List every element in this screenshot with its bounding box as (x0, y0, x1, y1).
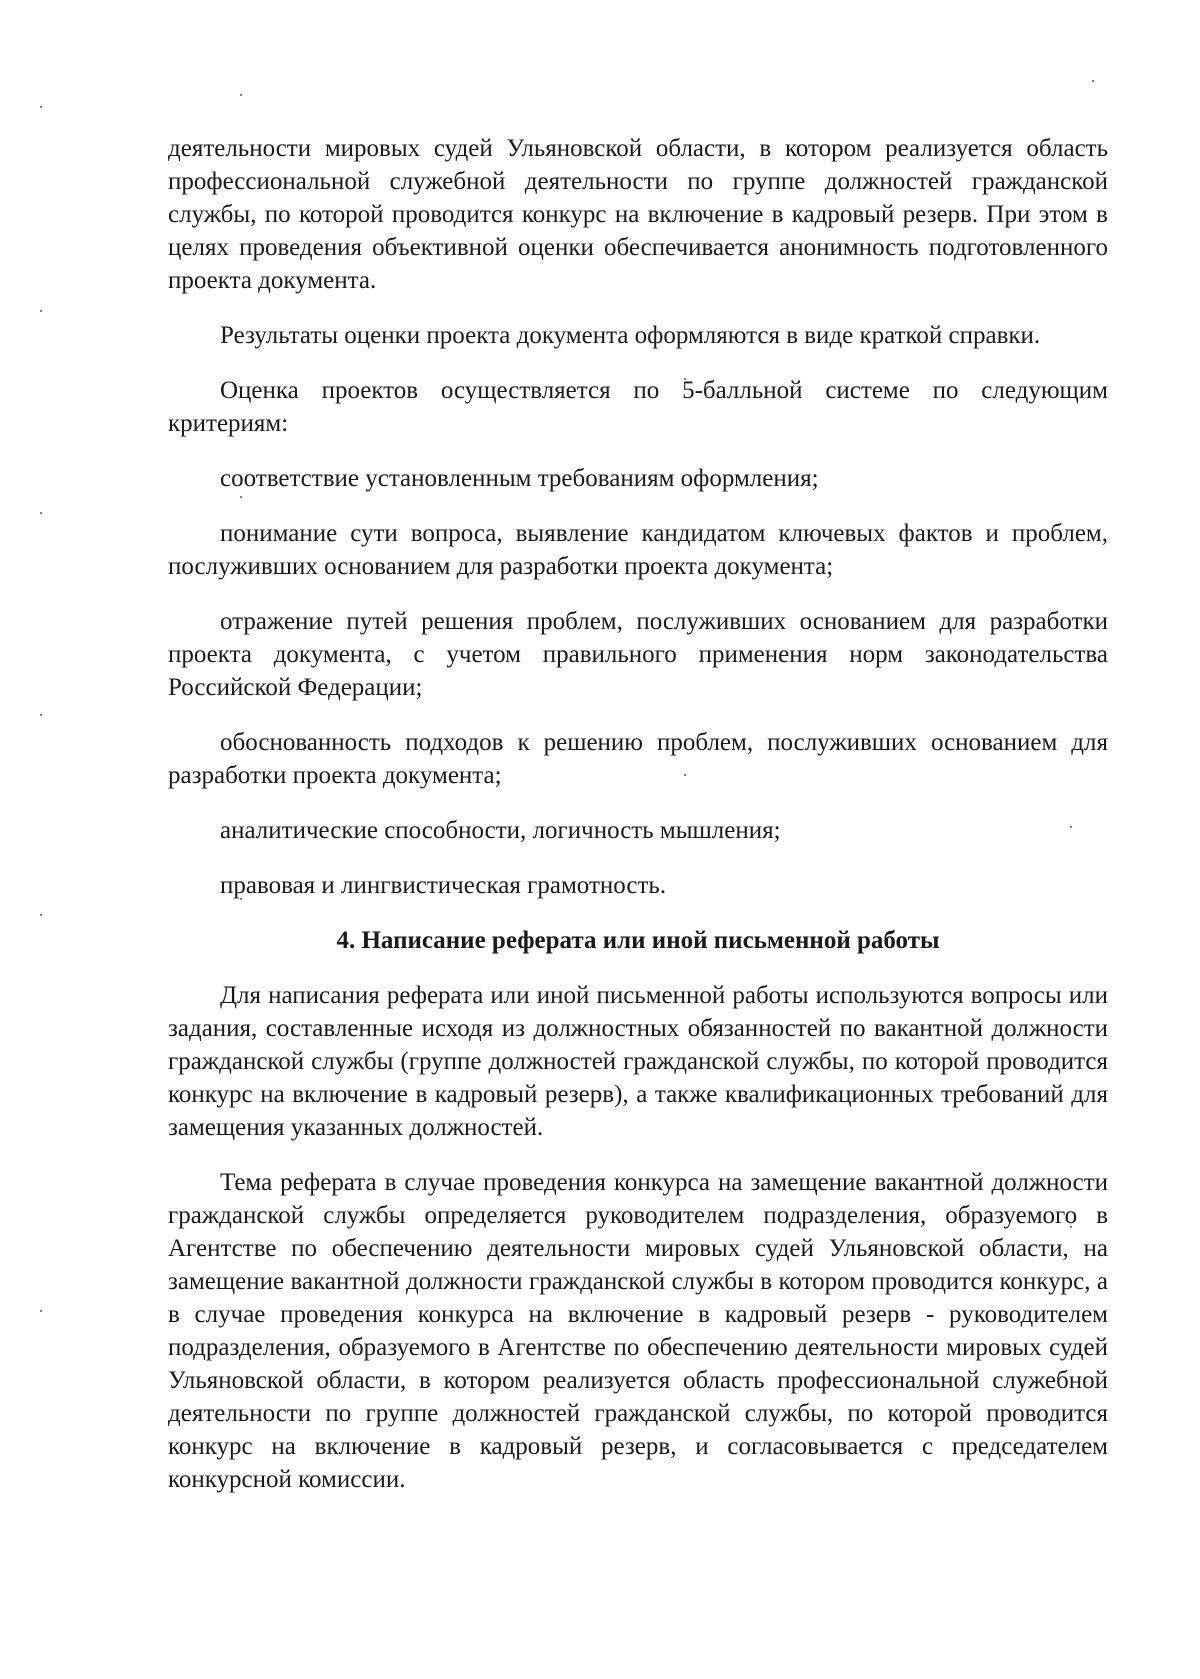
paragraph-essay-questions: Для написания реферата или иной письменной работы используются вопросы или задания, составленные исходя из должностных обязанностей по вакантной должности гражданской службы (группе должностей гражданской службы, по которой проводится конкурс на включение в кадровый резерв), а также квалификационных требований для замещения указанных должностей. (168, 982, 1108, 1141)
criterion-item: понимание сути вопроса, выявление кандидатом ключевых фактов и проблем, послуживших основанием для разработки проекта документа; (168, 520, 1108, 580)
scan-speck (40, 914, 42, 916)
criterion-item: правовая и лингвистическая грамотность. (220, 872, 667, 899)
criterion-item: соответствие установленным требованиям оформления; (220, 465, 819, 492)
scan-speck (40, 106, 42, 108)
criterion-item: отражение путей решения проблем, послуживших основанием для разработки проекта документа, с учетом правильного применения норм законодательства Российской Федерации; (168, 608, 1108, 701)
scan-speck (40, 310, 42, 312)
criterion-item: аналитические способности, логичность мышления; (220, 817, 781, 844)
paragraph-results: Результаты оценки проекта документа оформляются в виде краткой справки. (220, 322, 1041, 349)
scan-speck (40, 512, 42, 514)
paragraph-continuation: деятельности мировых судей Ульяновской области, в котором реализуется область профессиональной служебной деятельности по группе должностей гражданской службы, по которой проводится конкурс на включение в кадровый резерв. При этом в целях проведения объективной оценки обеспечивается анонимность подготовленного проекта документа. (168, 135, 1108, 294)
scan-speck (40, 1310, 42, 1312)
paragraph-criteria-intro: Оценка проектов осуществляется по 5-балльной системе по следующим критериям: (168, 377, 1108, 437)
paragraph-essay-topic: Тема реферата в случае проведения конкурса на замещение вакантной должности гражданской службы определяется руководителем подразделения, образуемого в Агентстве по обеспечению деятельности мировых судей Ульяновской области, на замещение вакантной должности гражданской службы в котором проводится конкурс, а в случае проведения конкурса на включение в кадровый резерв - руководителем подразделения, образуемого в Агентстве по обеспечению деятельности мировых судей Ульяновской области, в котором реализуется область профессиональной служебной деятельности по группе должностей гражданской службы, по которой проводится конкурс на включение в кадровый резерв, и согласовывается с председателем конкурсной комиссии. (168, 1169, 1108, 1493)
criterion-item: обоснованность подходов к решению проблем, послуживших основанием для разработки проекта документа; (168, 729, 1108, 789)
scan-speck (240, 94, 242, 96)
section-heading: 4. Написание реферата или иной письменной работы (336, 927, 940, 954)
document-body (168, 132, 1108, 1518)
scan-speck (1092, 80, 1094, 82)
scan-speck (40, 714, 42, 716)
